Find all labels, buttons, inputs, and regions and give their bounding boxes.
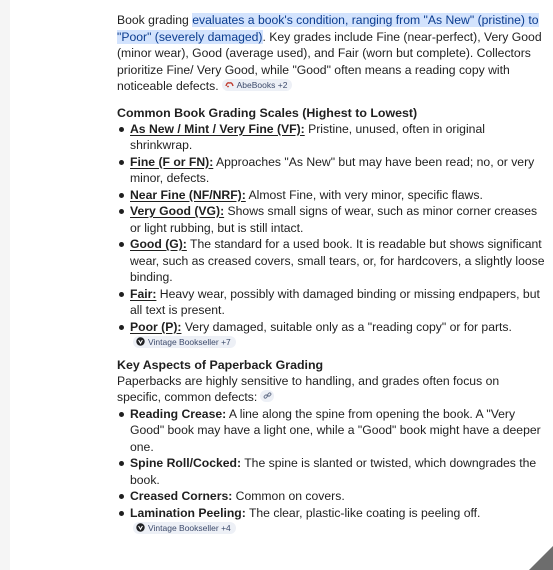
- vintage-bookseller-logo-icon: [136, 523, 145, 532]
- abebooks-logo-icon: [225, 80, 234, 89]
- paperback-aspects-list: [117, 406, 545, 538]
- source-link-chip[interactable]: [260, 390, 274, 402]
- grade-description: Approaches "As New" but may have been read; no, or very minor, defects.: [130, 154, 535, 185]
- grade-description: Shows small signs of wear, such as minor corner creases or light rubbing, but is still intact.: [130, 204, 538, 235]
- list-item: [117, 406, 545, 456]
- intro-paragraph: [117, 12, 545, 95]
- list-item: [117, 121, 545, 154]
- list-item: [117, 236, 545, 286]
- paperback-heading: Key Aspects of Paperback Grading: [117, 357, 324, 372]
- list-item: [117, 203, 545, 236]
- grade-term[interactable]: Near Fine (NF/NRF):: [130, 187, 246, 202]
- link-icon: [263, 391, 272, 400]
- aspect-term: Lamination Peeling:: [130, 505, 246, 520]
- intro-text-before: Book grading: [117, 13, 193, 27]
- source-chip-label: AbeBooks +2: [236, 79, 288, 90]
- grade-description: The standard for a used book. It is readable but shows significant wear, such as creased covers, small tears, or, for hardcovers, a slightly loose binding.: [130, 237, 545, 284]
- grade-term[interactable]: Fair:: [130, 286, 157, 301]
- ai-answer-content: [117, 12, 545, 538]
- source-chip-vintage-bookseller[interactable]: [133, 336, 236, 348]
- common-scales-heading: Common Book Grading Scales (Highest to Lowest): [117, 105, 418, 120]
- grade-description: Pristine, unused, often in original shrinkwrap.: [130, 121, 485, 152]
- grade-description: Very damaged, suitable only as a "reading copy" or for parts.: [181, 319, 512, 334]
- list-item: [117, 455, 545, 488]
- common-scales-list: [117, 121, 545, 352]
- grade-term[interactable]: As New / Mint / Very Fine (VF):: [130, 121, 305, 136]
- list-item: [117, 286, 545, 319]
- list-item: [117, 154, 545, 187]
- aspect-description: The clear, plastic-like coating is peeling off.: [245, 505, 481, 520]
- grade-description: Almost Fine, with very minor, specific flaws.: [245, 187, 483, 202]
- source-chip-abebooks[interactable]: [222, 79, 293, 91]
- intro-text-after: . Key grades include Fine (near-perfect), Very Good (minor wear), Good (average used), and Fair (worn but complete). Collectors prioritize Fine/ Very Good, while "Good" often means a reading copy with noticeable defects.: [117, 29, 542, 93]
- paperback-intro-text: Paperbacks are highly sensitive to handling, and grades often focus on specific, common defects:: [117, 373, 500, 404]
- source-chip-label: Vintage Bookseller +4: [148, 522, 231, 533]
- list-item: [117, 187, 545, 204]
- list-item: [117, 319, 545, 352]
- left-margin-strip: [0, 0, 10, 570]
- aspect-term: Creased Corners:: [130, 489, 233, 503]
- aspect-term: Spine Roll/Cocked:: [130, 456, 242, 470]
- grade-term[interactable]: Fine (F or FN):: [130, 154, 214, 169]
- grade-description: Heavy wear, possibly with damaged binding or missing endpapers, but all text is present.: [130, 286, 540, 317]
- grade-term[interactable]: Good (G):: [130, 237, 187, 251]
- aspect-term: Reading Crease:: [130, 406, 227, 421]
- grade-term[interactable]: Poor (P):: [130, 319, 182, 334]
- aspect-description: Common on covers.: [232, 489, 345, 503]
- aspect-description: A line along the spine from opening the book. A "Very Good" book may have a light one, while a "Good" book might have a deeper one.: [130, 406, 541, 454]
- source-chip-label: Vintage Bookseller +7: [148, 336, 231, 347]
- list-item: [117, 505, 545, 538]
- source-chip-vintage-bookseller[interactable]: [133, 522, 236, 534]
- page-corner-tab[interactable]: [529, 546, 553, 570]
- paperback-intro: [117, 373, 545, 406]
- list-item: [117, 488, 545, 505]
- intro-highlight[interactable]: evaluates a book's condition, ranging from "As New" (pristine) to "Poor" (severely damaged): [117, 13, 539, 44]
- vintage-bookseller-logo-icon: [136, 337, 145, 346]
- grade-term[interactable]: Very Good (VG):: [130, 204, 225, 218]
- aspect-description: The spine is slanted or twisted, which downgrades the book.: [130, 456, 537, 487]
